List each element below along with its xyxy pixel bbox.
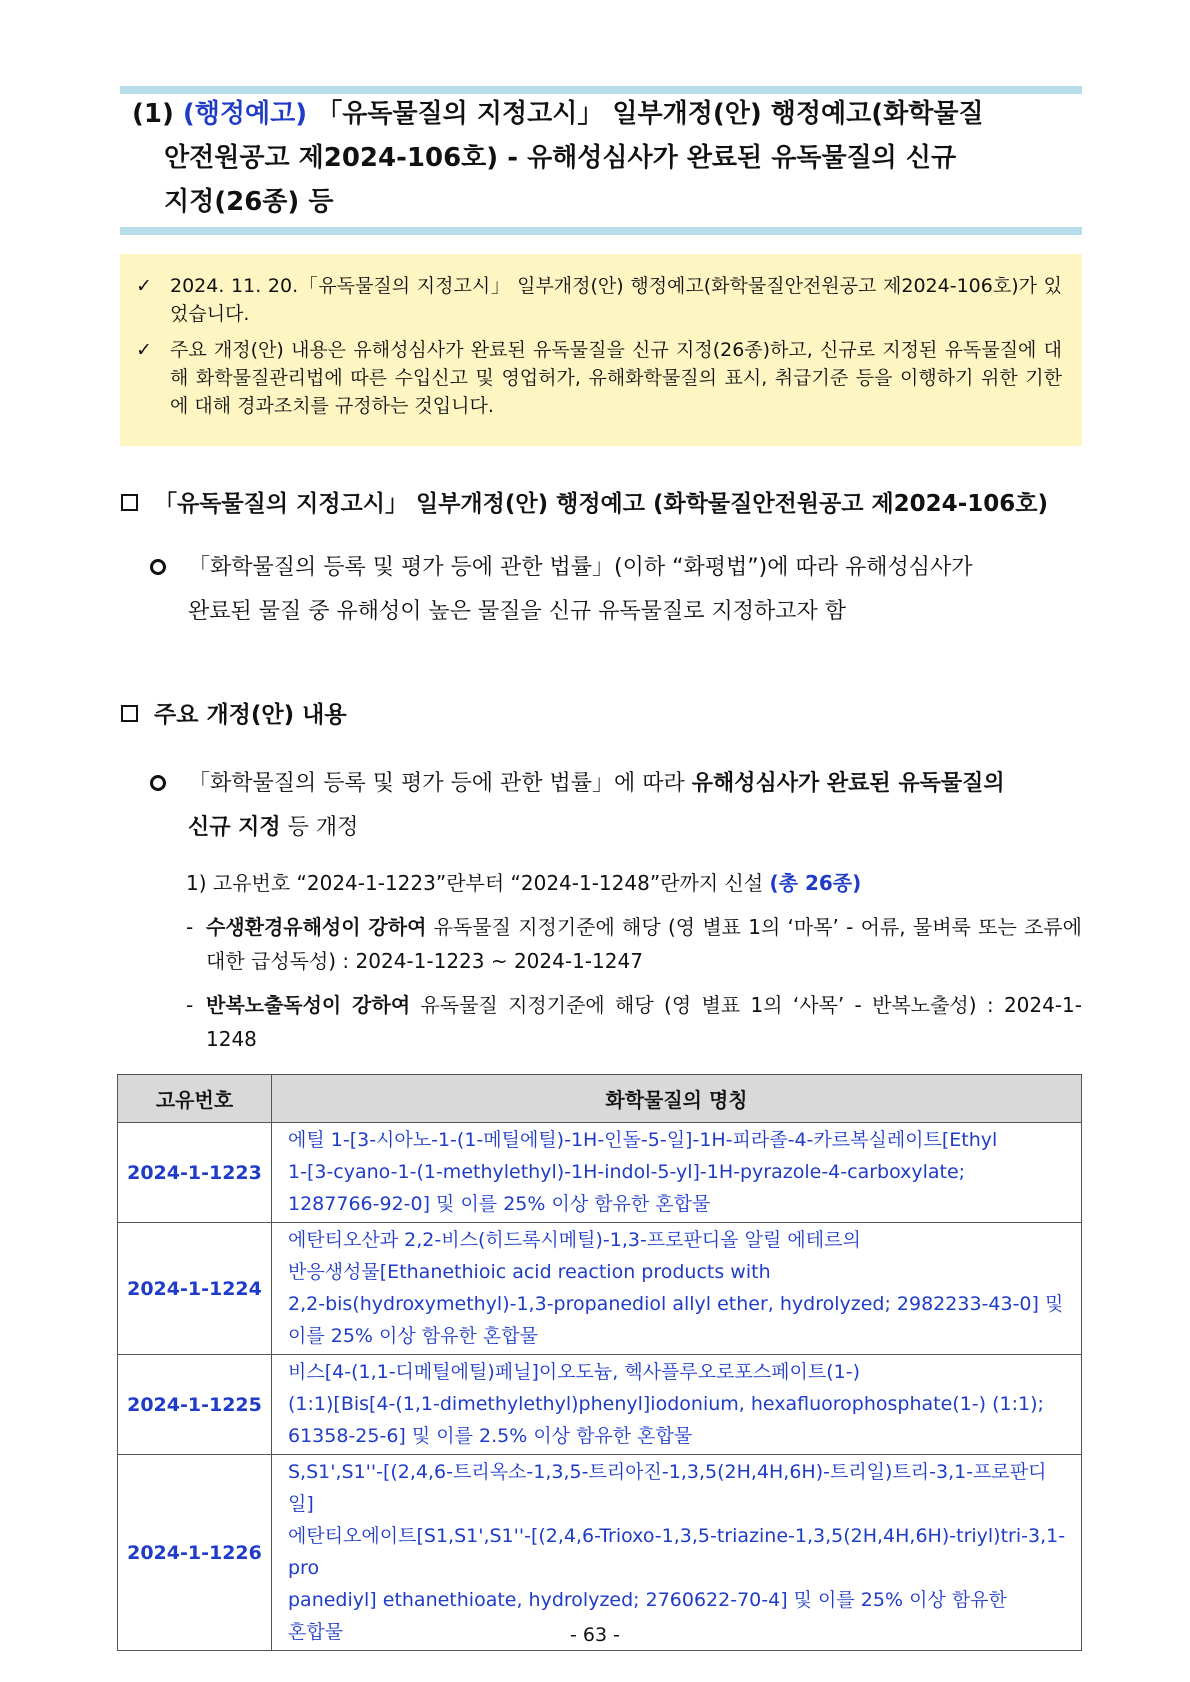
summary-item: ✓ 2024. 11. 20.「유독물질의 지정고시」 일부개정(안) 행정예고(화학물질안전원공고 제2024-106호)가 있었습니다. [136, 272, 1062, 328]
title-bottom-rule [120, 227, 1082, 235]
section-heading-1: 「유독물질의 지정고시」 일부개정(안) 행정예고 (화학물질안전원공고 제2024-106호) [121, 487, 1048, 521]
cell-name: S,S1',S1''-[(2,4,6-트리옥소-1,3,5-트리아진-1,3,5(2H,4H,6H)-트리일)트리-3,1-프로판디일] 에탄티오에이트[S1,S1',S1''-[(2,4,6-Trioxo-1,3,5-triazine-1,3,5(2H,4H,6H)-triyl)tri-3,1-pro panediyl] ethanethioate, hydrolyzed; 2760622-70-4] 및 이를 25% 이상 함유한 혼합물 [272, 1455, 1082, 1651]
circle-bullet-icon [150, 559, 166, 575]
dash-item-2: - 반복노출독성이 강하여 유독물질 지정기준에 해당 (영 별표 1의 ‘사목’ - 반복노출성) : 2024-1-1248 [186, 993, 1082, 1051]
section-heading-2: 주요 개정(안) 내용 [121, 698, 347, 732]
numbered-item: 1) 고유번호 “2024-1-1223”란부터 “2024-1-1248”란까지 신설 (총 26종) [186, 871, 862, 895]
title-highlight: (행정예고) [182, 99, 308, 129]
page-number: - 63 - [570, 1624, 620, 1646]
document-title [132, 92, 1076, 224]
cell-id: 2024-1-1226 [118, 1455, 272, 1651]
circle-bullet-icon [150, 775, 166, 791]
title-line-3: 지정(26종) 등 [164, 187, 334, 217]
dash-item-1: - 수생환경유해성이 강하여 유독물질 지정기준에 해당 (영 별표 1의 ‘마목’ - 어류, 물벼룩 또는 조류에 대한 급성독성) : 2024-1-1223 ~ 2024-1-1247 [186, 915, 1082, 973]
title-line-1: (1) (행정예고) 「유독물질의 지정고시」 일부개정(안) 행정예고(화학물질 [132, 99, 984, 129]
square-bullet-icon [121, 705, 138, 722]
summary-item: ✓ 주요 개정(안) 내용은 유해성심사가 완료된 유독물질을 신규 지정(26종)하고, 신규로 지정된 유독물질에 대해 화학물질관리법에 따른 수입신고 및 영업허가, 유해화학물질의 표시, 취급기준 등을 이행하기 위한 기한에 대해 경과조치를 규정하는 것입니다. [136, 336, 1062, 420]
cell-id: 2024-1-1225 [118, 1355, 272, 1455]
table-row [118, 1223, 1082, 1355]
check-icon: ✓ [136, 339, 152, 361]
header-id: 고유번호 [118, 1075, 272, 1123]
table-row [118, 1123, 1082, 1223]
total-count: (총 26종) [769, 871, 862, 895]
header-name: 화학물질의 명칭 [272, 1075, 1082, 1123]
cell-name: 에틸 1-[3-시아노-1-(1-메틸에틸)-1H-인돌-5-일]-1H-피라졸-4-카르복실레이트[Ethyl 1-[3-cyano-1-(1-methylethyl)-1H-indol-5-yl]-1H-pyrazole-4-carboxylate; 1287766-92-0] 및 이를 25% 이상 함유한 혼합물 [272, 1123, 1082, 1223]
cell-name: 에탄티오산과 2,2-비스(히드록시메틸)-1,3-프로판디올 알릴 에테르의 반응생성물[Ethanethioic acid reaction products with 2,2-bis(hydroxymethyl)-1,3-propanediol allyl ether, hydrolyzed; 2982233-43-0] 및 이를 25% 이상 함유한 혼합물 [272, 1223, 1082, 1355]
check-icon: ✓ [136, 275, 152, 297]
cell-id: 2024-1-1224 [118, 1223, 272, 1355]
table-header-row [118, 1075, 1082, 1123]
summary-box [120, 254, 1082, 446]
cell-id: 2024-1-1223 [118, 1123, 272, 1223]
section1-bullet: 「화학물질의 등록 및 평가 등에 관한 법률」(이하 “화평법”)에 따라 유해성심사가 완료된 물질 중 유해성이 높은 물질을 신규 유독물질로 지정하고자 함 [150, 546, 1082, 634]
cell-name: 비스[4-(1,1-디메틸에틸)페닐]이오도늄, 헥사플루오로포스페이트(1-) (1:1)[Bis[4-(1,1-dimethylethyl)phenyl]iodonium, hexafluorophosphate(1-) (1:1); 61358-25-6] 및 이를 2.5% 이상 함유한 혼합물 [272, 1355, 1082, 1455]
title-line-2: 안전원공고 제2024-106호) - 유해성심사가 완료된 유독물질의 신규 [164, 143, 957, 173]
section2-bullet: 「화학물질의 등록 및 평가 등에 관한 법률」에 따라 유해성심사가 완료된 유독물질의 신규 지정 등 개정 [150, 762, 1082, 850]
chemical-table [117, 1074, 1082, 1651]
table-row [118, 1455, 1082, 1651]
table-row [118, 1355, 1082, 1455]
square-bullet-icon [121, 494, 138, 511]
